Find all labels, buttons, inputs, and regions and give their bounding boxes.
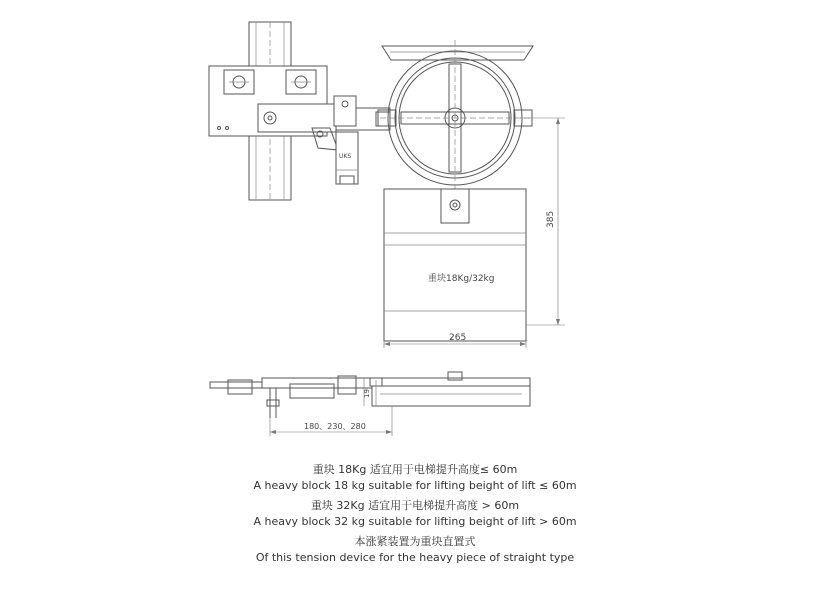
notes-block: [200, 462, 630, 566]
dim-width-text: 265: [449, 333, 467, 343]
note-1-en: A heavy block 18 kg suitable for lifting beight of lift ≤ 60m: [253, 479, 577, 492]
weight-label: 重块18Kg/32kg: [428, 274, 495, 284]
note-2-zh: 重块 32Kg 适宜用于电梯提升高度 > 60m: [310, 499, 520, 512]
note-3-en: Of this tension device for the heavy piece of straight type: [255, 551, 575, 564]
dimension-offsets: [270, 406, 392, 436]
dim-offsets-text: 180、230、280: [304, 422, 366, 431]
note-1-zh: 重块 18Kg 适宜用于电梯提升高度≤ 60m: [312, 463, 518, 476]
dim-height-text: 385: [546, 210, 556, 228]
dimension-height: [520, 118, 565, 325]
switch-label: UKS: [339, 153, 352, 160]
note-2-en: A heavy block 32 kg suitable for lifting beight of lift > 60m: [253, 515, 577, 528]
dim-small-text: 19: [363, 389, 371, 398]
weight-block: [384, 189, 526, 341]
note-3-zh: 本涨紧装置为重块直置式: [354, 535, 476, 548]
